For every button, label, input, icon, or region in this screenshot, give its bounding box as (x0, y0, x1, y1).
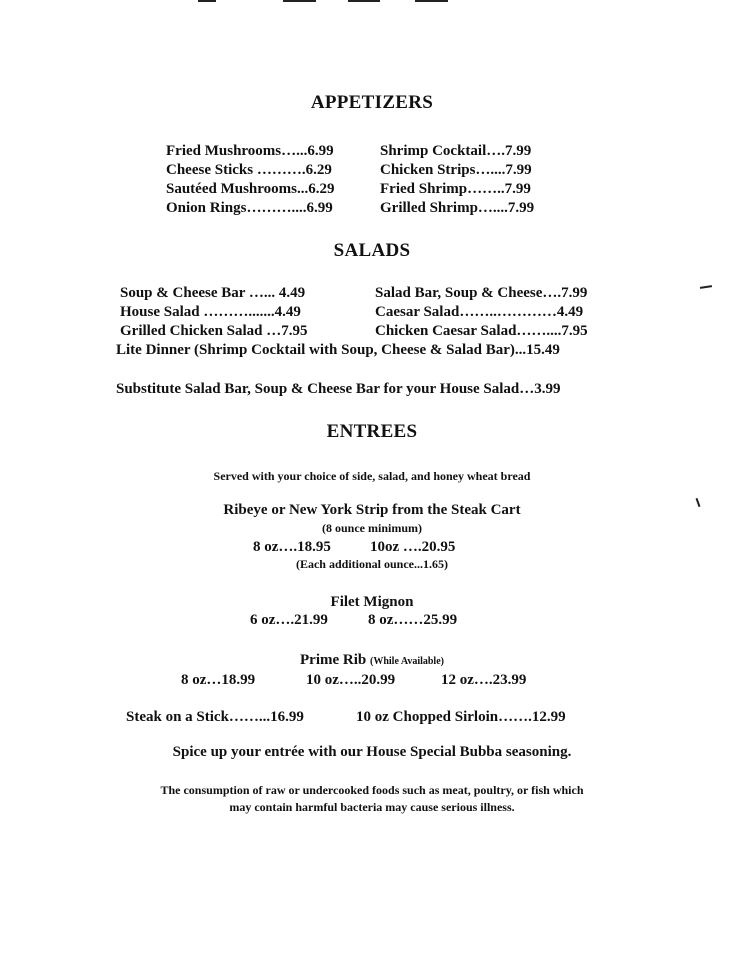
ribeye-price-8oz: 8 oz….18.95 (253, 539, 331, 555)
filet-price-8oz: 8 oz……25.99 (368, 612, 458, 628)
salads-heading: SALADS (333, 240, 411, 261)
chopped-sirloin: 10 oz Chopped Sirloin…….12.99 (356, 709, 566, 725)
spice-note: Spice up your entrée with our House Special Bubba seasoning. (172, 744, 572, 760)
disclaimer-line-2: may contain harmful bacteria may cause serious illness. (229, 800, 515, 814)
menu-item: Chicken Strips…....7.99 (380, 162, 532, 178)
appetizers-right-column (380, 142, 534, 218)
menu-item: Salad Bar, Soup & Cheese….7.99 (375, 285, 588, 301)
scan-artifact (348, 0, 380, 2)
prime-rib-price-12oz: 12 oz….23.99 (441, 672, 527, 688)
steak-on-stick: Steak on a Stick……...16.99 (126, 709, 304, 725)
ribeye-additional: (Each additional ounce...1.65) (295, 557, 448, 571)
disclaimer-line-1: The consumption of raw or undercooked foods such as meat, poultry, or fish which (160, 783, 584, 797)
menu-item: Shrimp Cocktail….7.99 (380, 143, 532, 159)
prime-rib-price-10oz: 10 oz…..20.99 (306, 672, 396, 688)
prime-rib-title (0, 651, 744, 671)
lite-dinner: Lite Dinner (Shrimp Cocktail with Soup, Cheese & Salad Bar)...15.49 (116, 342, 560, 358)
appetizers-left-column (166, 142, 335, 218)
salads-left-column (120, 284, 308, 341)
prime-rib-note: (While Available) (370, 656, 444, 667)
menu-item: House Salad ……….......4.49 (120, 304, 301, 320)
menu-item: Chicken Caesar Salad……....7.95 (375, 323, 588, 339)
scan-artifact (283, 0, 316, 2)
scan-artifact (415, 0, 448, 2)
entrees-heading: ENTREES (326, 421, 418, 442)
menu-item: Fried Shrimp……..7.99 (380, 181, 531, 197)
prime-rib-price-8oz: 8 oz…18.99 (181, 672, 256, 688)
filet-title: Filet Mignon (330, 594, 414, 610)
menu-item: Caesar Salad……..…………4.49 (375, 304, 584, 320)
menu-item: Fried Mushrooms…...6.99 (166, 143, 334, 159)
filet-price-6oz: 6 oz….21.99 (250, 612, 328, 628)
prime-rib-name: Prime Rib (300, 652, 367, 668)
menu-item: Soup & Cheese Bar …... 4.49 (120, 285, 306, 301)
ribeye-minimum: (8 ounce minimum) (322, 521, 422, 535)
ribeye-title: Ribeye or New York Strip from the Steak Cart (223, 502, 521, 518)
menu-item: Onion Rings………....6.99 (166, 200, 333, 216)
substitute-note: Substitute Salad Bar, Soup & Cheese Bar for your House Salad…3.99 (116, 381, 561, 397)
scan-artifact (198, 0, 216, 2)
salads-right-column (375, 284, 588, 341)
menu-item: Grilled Chicken Salad …7.95 (120, 323, 308, 339)
appetizers-heading: APPETIZERS (310, 92, 434, 113)
served-with-note: Served with your choice of side, salad, and honey wheat bread (213, 469, 531, 483)
menu-item: Sautéed Mushrooms...6.29 (166, 181, 335, 197)
scan-artifact (700, 285, 712, 289)
menu-item: Grilled Shrimp…....7.99 (380, 200, 535, 216)
menu-item: Cheese Sticks ……….6.29 (166, 162, 332, 178)
ribeye-price-10oz: 10oz ….20.95 (370, 539, 456, 555)
